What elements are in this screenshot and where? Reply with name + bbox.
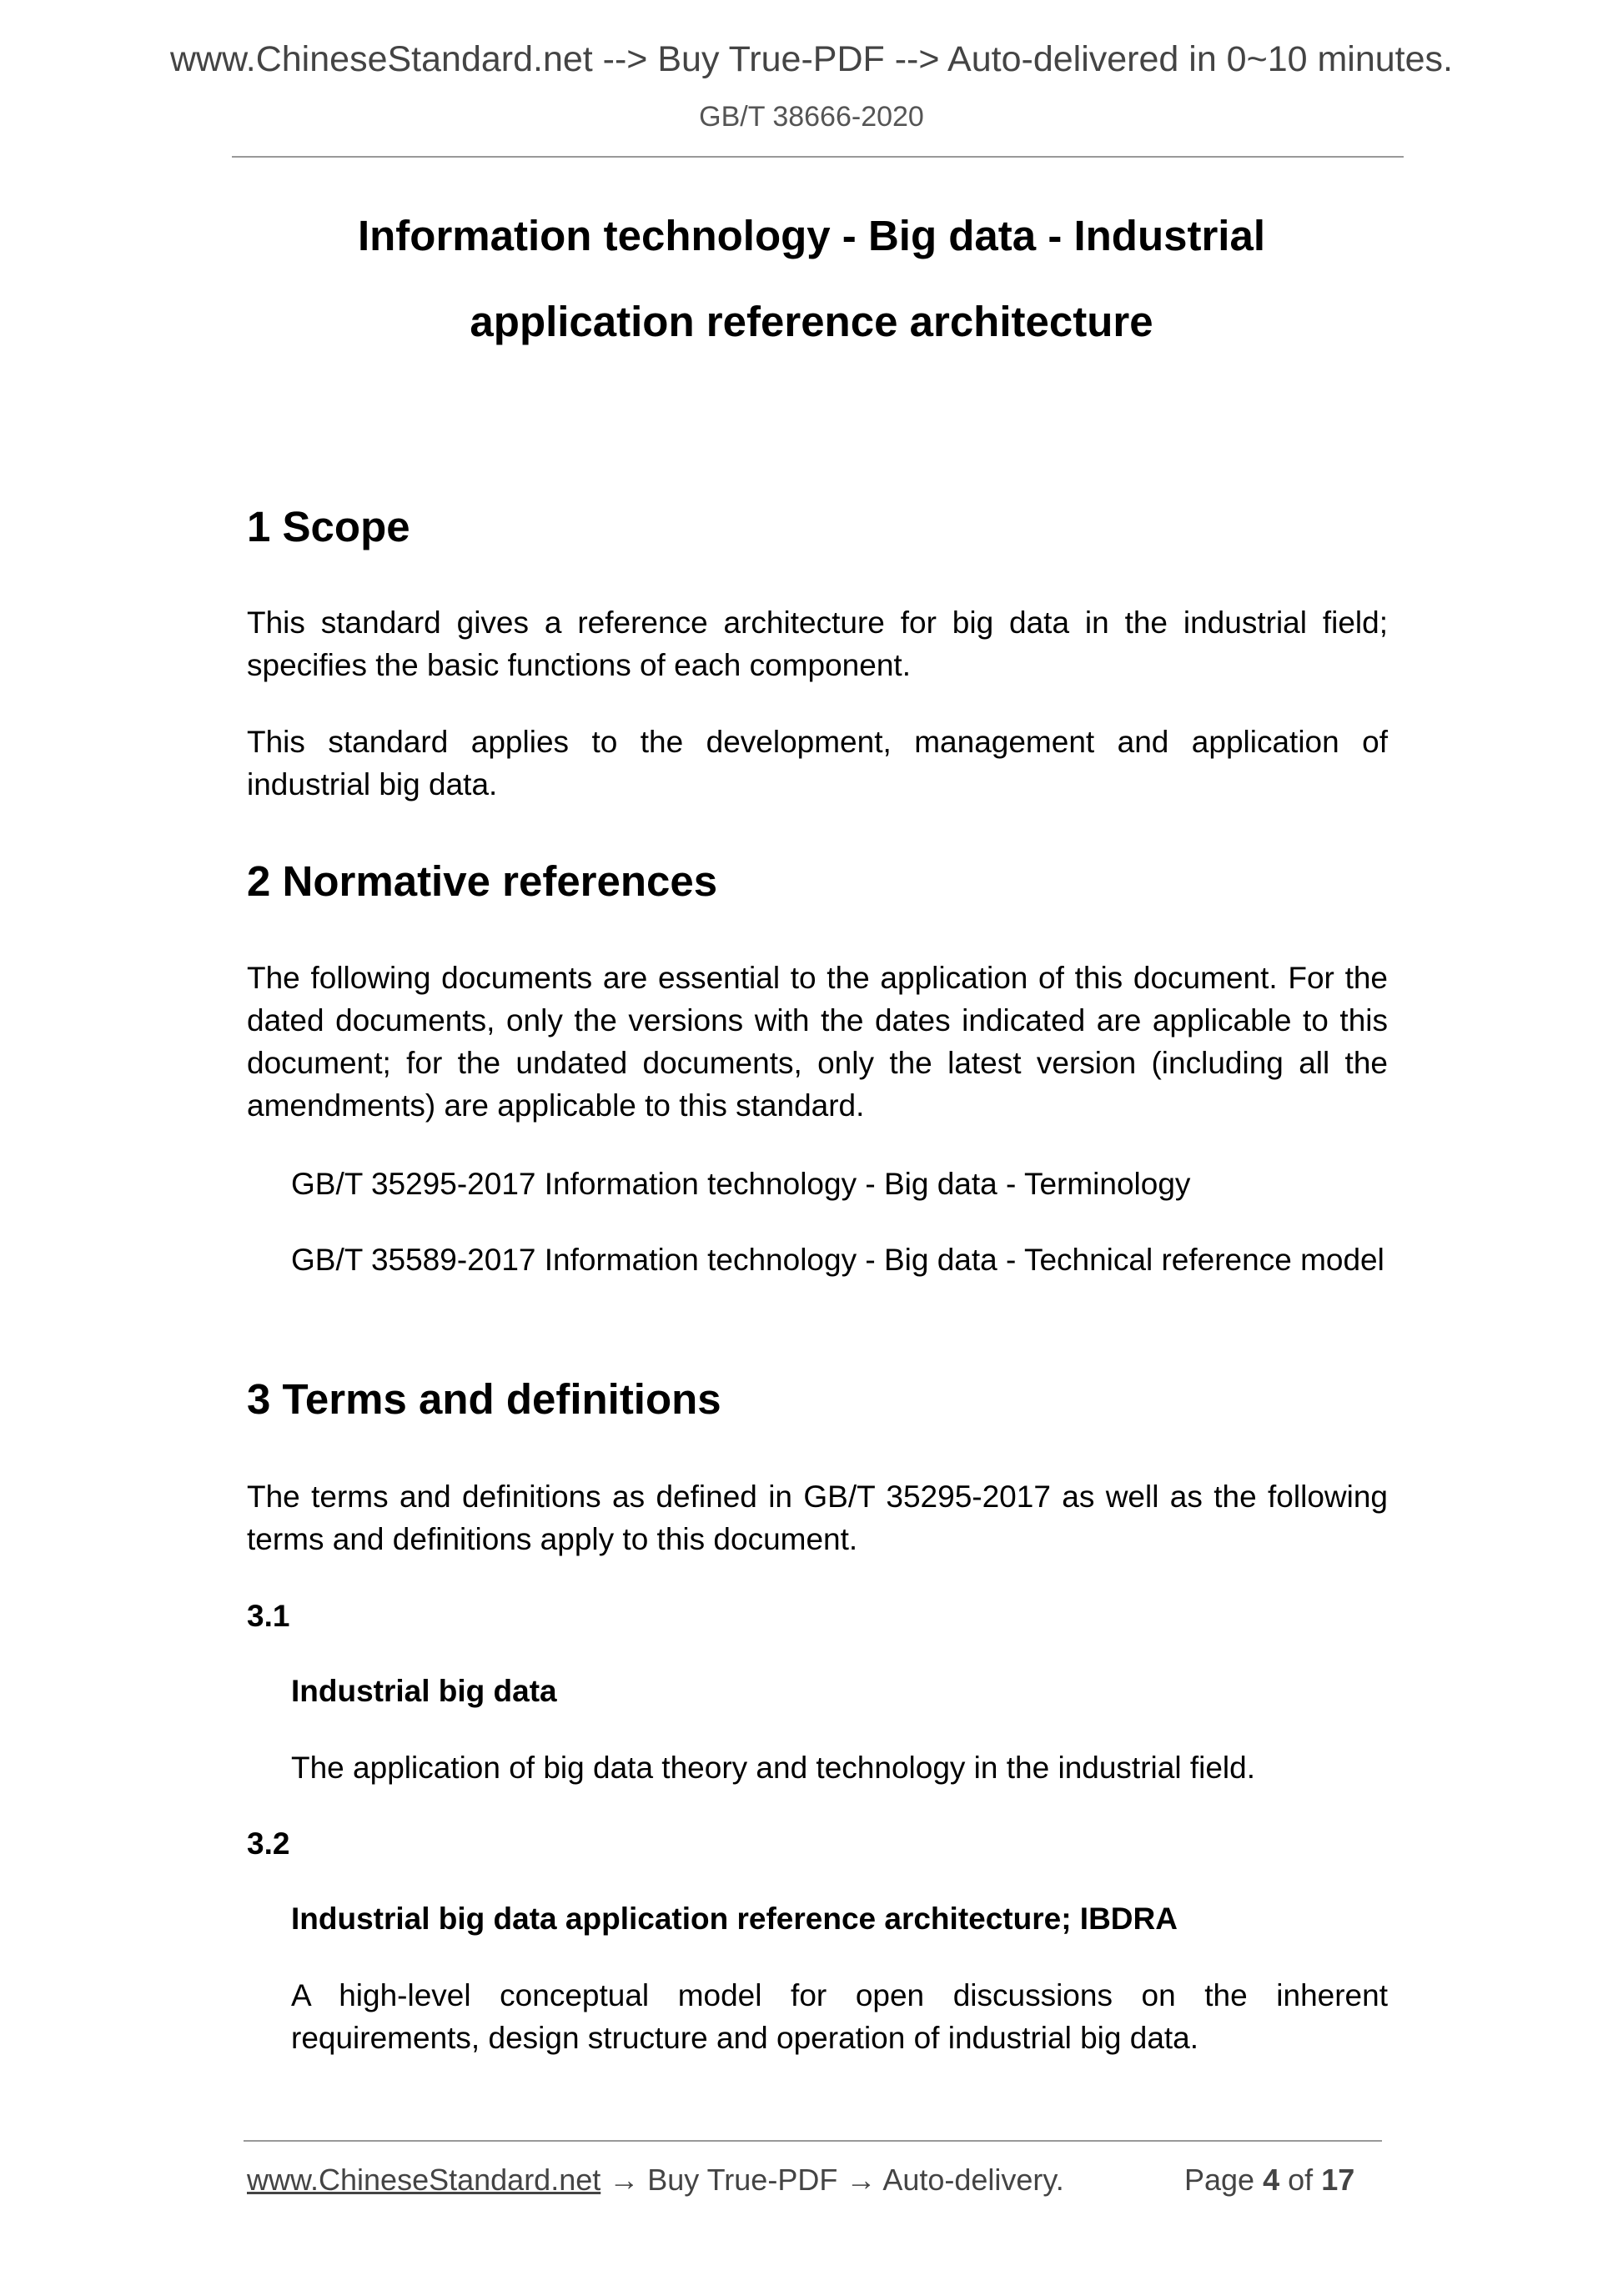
section-heading-scope: 1 Scope [247, 503, 410, 550]
reference-item: GB/T 35589-2017 Information technology - Big data - Technical reference model [291, 1243, 1384, 1277]
reference-item: GB/T 35295-2017 Information technology - Big data - Terminology [291, 1167, 1191, 1201]
term-number: 3.1 [247, 1599, 290, 1633]
footer-site-link[interactable]: www.ChineseStandard.net [247, 2163, 601, 2197]
document-title-line1: Information technology - Big data - Industrial [357, 212, 1265, 259]
normative-paragraph: The following documents are essential to the application of this document. For the dated documents, only the versions with the dates indicated are applicable to this document; for the undated documents, only the latest version (including all the amendments) are applicable to this standard. [247, 961, 1388, 1123]
footer-promo [247, 2162, 1064, 2198]
section-heading-normative: 2 Normative references [247, 857, 718, 905]
term-number: 3.2 [247, 1826, 290, 1861]
doc-number: GB/T 38666-2020 [699, 101, 924, 133]
section-heading-terms: 3 Terms and definitions [247, 1375, 721, 1423]
total-pages: 17 [1321, 2163, 1355, 2197]
footer-promo-text: → Buy True-PDF → Auto-delivery. [600, 2163, 1064, 2197]
terms-paragraph: The terms and definitions as defined in GB/T 35295-2017 as well as the following terms and definitions apply to this document. [247, 1480, 1388, 1556]
footer-divider [244, 2140, 1382, 2142]
scope-paragraph-2: This standard applies to the development, management and application of industrial big data. [247, 725, 1388, 801]
term-definition: A high-level conceptual model for open discussions on the inherent requirements, design structure and operation of industrial big data. [291, 1978, 1388, 2055]
page-indicator [1184, 2162, 1354, 2198]
term-definition: The application of big data theory and technology in the industrial field. [291, 1751, 1255, 1785]
header-divider [232, 156, 1404, 158]
term-name: Industrial big data [291, 1674, 557, 1708]
current-page: 4 [1263, 2163, 1280, 2197]
document-title-line2: application reference architecture [470, 298, 1153, 345]
of-label: of [1288, 2163, 1314, 2197]
page-label: Page [1184, 2163, 1255, 2197]
header-banner: www.ChineseStandard.net --> Buy True-PDF --> Auto-delivered in 0~10 minutes. [169, 39, 1453, 79]
term-name: Industrial big data application reference architecture; IBDRA [291, 1902, 1178, 1936]
scope-paragraph-1: This standard gives a reference architecture for big data in the industrial field; specifies the basic functions of each component. [247, 605, 1388, 682]
